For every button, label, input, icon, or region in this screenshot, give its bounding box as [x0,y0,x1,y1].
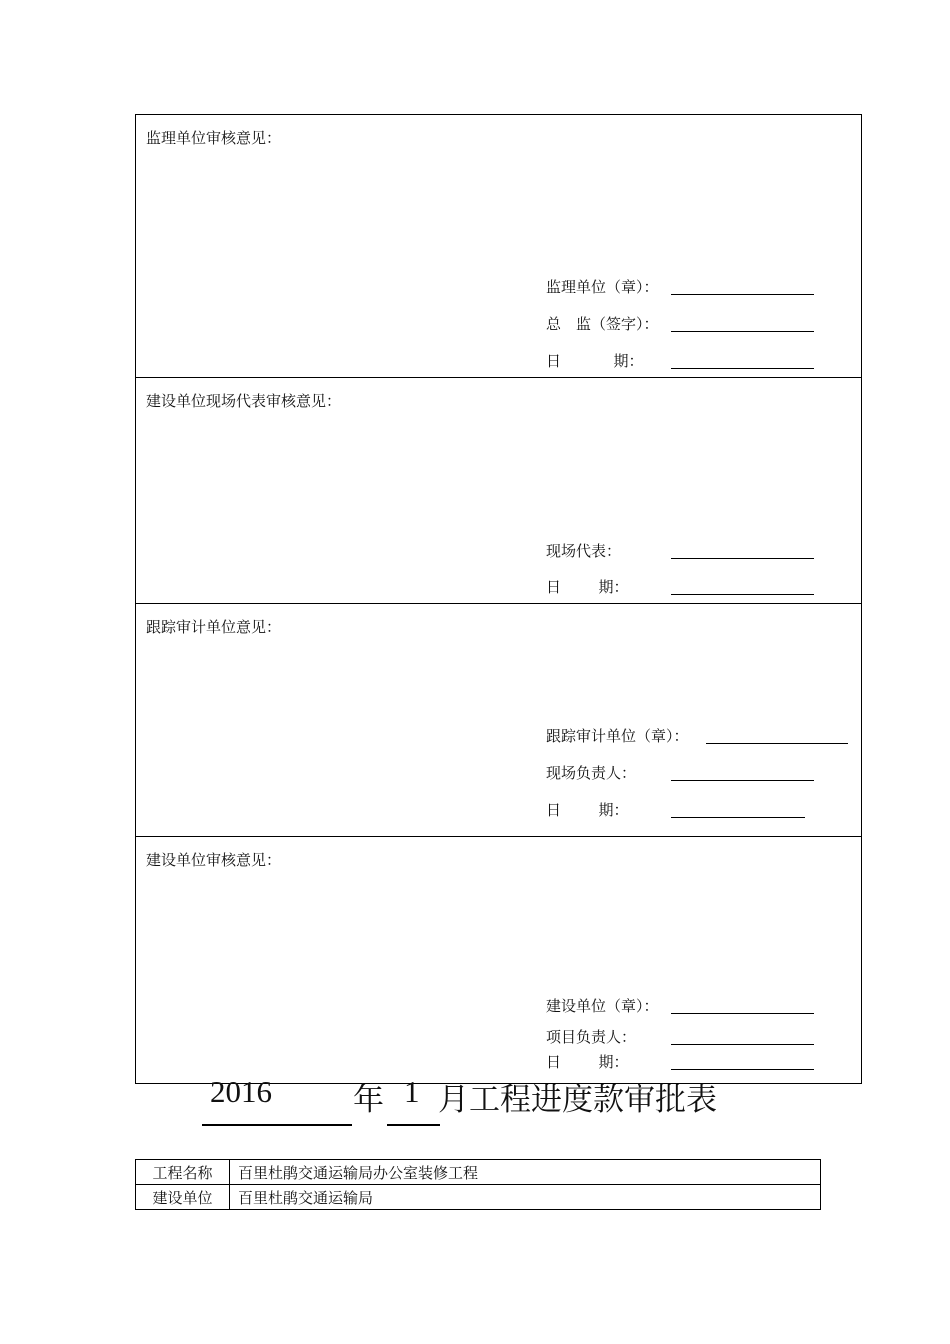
audit-section [136,603,861,837]
owner-unit-value: 百里杜鹃交通运输局 [230,1185,821,1210]
table-row [136,1185,821,1210]
audit-seal-line[interactable] [706,743,848,744]
owner-date-line[interactable] [671,1069,814,1070]
owner-manager-label: 项目负责人： [546,1030,637,1046]
audit-date-label: 日 期： [546,803,629,819]
supervision-date-line[interactable] [671,368,814,369]
heading-month: 1 [404,1074,420,1109]
heading-title-rest: 月工程进度款审批表 [438,1082,717,1117]
chief-supervisor-label: 总 监（签字）： [546,317,659,333]
project-name-key: 工程名称 [136,1160,230,1185]
heading-year: 2016 [210,1074,272,1109]
supervision-section [136,115,861,377]
owner-manager-line[interactable] [671,1044,814,1045]
site-rep-date-label: 日 期： [546,580,629,596]
supervision-seal-label: 监理单位（章）： [546,280,659,296]
owner-seal-label: 建设单位（章）： [546,999,659,1015]
owner-date-label: 日 期： [546,1055,629,1071]
project-name-value: 百里杜鹃交通运输局办公室装修工程 [230,1160,821,1185]
site-rep-date-line[interactable] [671,594,814,595]
audit-seal-label: 跟踪审计单位（章）： [546,729,689,745]
supervision-opinion-title: 监理单位审核意见： [146,131,282,147]
audit-manager-line[interactable] [671,780,814,781]
owner-opinion-title: 建设单位审核意见： [146,853,282,869]
owner-section [136,836,861,1084]
heading-year-suffix: 年 [353,1082,384,1117]
month-underline [387,1124,440,1126]
year-underline [202,1124,352,1126]
owner-seal-line[interactable] [671,1013,814,1014]
site-rep-section [136,377,861,604]
owner-unit-key: 建设单位 [136,1185,230,1210]
approval-opinions-box [135,114,862,1084]
site-rep-label: 现场代表： [546,544,622,560]
supervision-date-label: 日 期： [546,354,644,370]
chief-supervisor-line[interactable] [671,331,814,332]
supervision-seal-line[interactable] [671,294,814,295]
audit-date-line[interactable] [671,817,805,818]
site-rep-opinion-title: 建设单位现场代表审核意见： [146,394,342,410]
site-rep-line[interactable] [671,558,814,559]
audit-manager-label: 现场负责人： [546,766,637,782]
table-row [136,1160,821,1185]
audit-opinion-title: 跟踪审计单位意见： [146,620,282,636]
project-info-table [135,1159,821,1210]
